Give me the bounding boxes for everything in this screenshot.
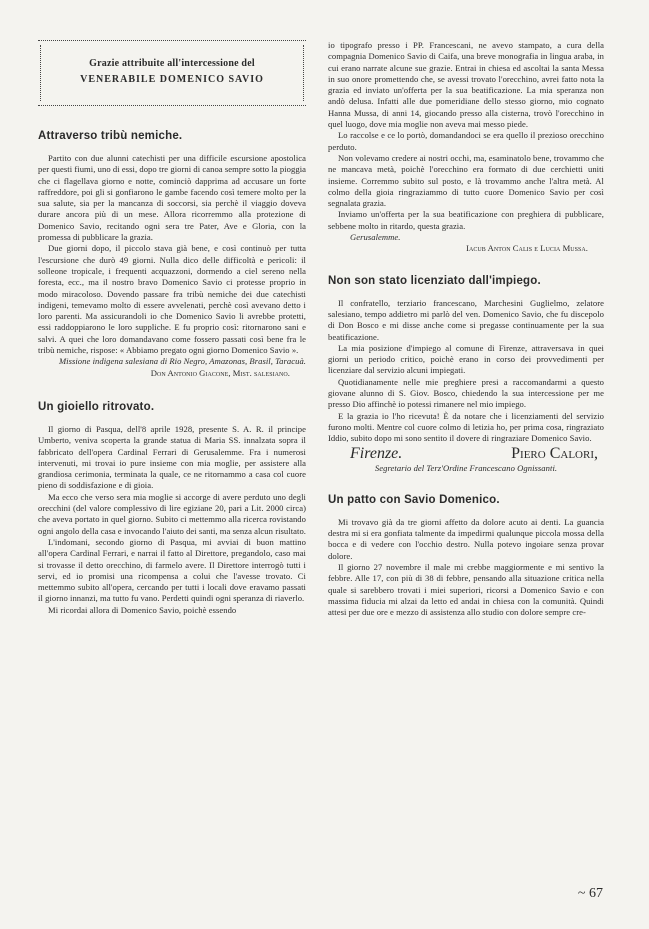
signature-line [328, 445, 604, 463]
paragraph: E la grazia io l'ho ricevuta! È da notare che i licenziamenti del servizio furono molti. Mentre col cuore colmo di letizia ho, per prima cosa, ringraziato Iddio, subito dopo mi sono sentito il dovere di ringraziare Domenico Savio. [328, 410, 604, 444]
section-title: Attraverso tribù nemiche. [38, 130, 183, 142]
paragraph: Due giorni dopo, il piccolo stava già bene, e così continuò per tutta l'escursione che durò 49 giorni. Nulla dico delle difficoltà e pericoli: il solleone tropicale, i frequenti acquazzoni, dormendo a ciel sereno nella foresta, ecc., ma il nostro bravo Domenico Savio ci protesse proprio in modo miracoloso. Dovendo passare fra tribù nemiche dei due catechisti indigeni, temevamo molto di essere avvelenati, perchè così avevano detto i loro parenti. Ma assicurandoli io che Domenico Savio li avrebbe protetti, essi raddoppiarono le loro suppliche. E fu proprio così: ritornarono sani e salvi. A quei che loro domandavano come fossero passati così bene fra le tribù nemiche, rispose: « Abbiamo pregato ogni giorno Domenico Savio ». [38, 243, 306, 356]
signature-place: Gerusalemme. [350, 232, 401, 243]
paragraph: Mi ricordai allora di Domenico Savio, poichè essendo [48, 604, 237, 615]
paragraph: Non volevamo credere ai nostri occhi, ma, esaminatolo bene, trovammo che ne mancava metà, poichè l'orecchino era formato di due cerchietti uniti insieme. Corremmo subito sul posto, e là trovammo anche l'altra metà. Al colmo della gioia ringraziammo di tutto cuore Domenico Savio per così segnalata grazia. [328, 152, 604, 209]
paragraph: Il giorno 27 novembre il male mi crebbe maggiormente e mi sentivo la febbre. Alle 17, con più di 38 di febbre, pensando alla situazione critica nella quale si sarebbero trovati i miei superiori, ricorsi a Domenico Savio e con massima fiducia mi alzai da letto ed andai in chiesa con la comunità. Quindi attesi per due ore e mezzo di assistenza allo studio con dolore sempre cre- [328, 561, 604, 618]
signature-place: Missione indigena salesiana di Rio Negro, Amazonas, Brasil, Taracuà. [58, 356, 306, 367]
paragraph: Quotidianamente nelle mie preghiere presi a raccomandarmi a questo giovane alunno di S. Giov. Bosco, chiedendo la sua intercessione per me presso Dio affinchè io potessi rimanere nel mio impiego. [328, 376, 604, 410]
section-title: Un patto con Savio Domenico. [328, 493, 500, 506]
paragraph: La mia posizione d'impiego al comune di Firenze, attraversava in quei giorni un periodo critico, poichè erano in corso dei provvedimenti per licenziare dal servizio alcuni impiegati. [328, 342, 604, 376]
section-title: Non son stato licenziato dall'impiego. [328, 274, 541, 287]
paragraph: Lo raccolse e ce lo portò, domandandoci se era quello il prezioso orecchino perduto. [328, 130, 604, 152]
right-column [328, 40, 604, 618]
signature-place: Firenze. [350, 444, 403, 462]
paragraph: Mi trovavo già da tre giorni affetto da dolore acuto ai denti. La guancia destra mi si era gonfiata talmente da impedirmi qualunque piccola mossa della bocca e di vedere con l'occhio destro. Nulla potevo ingoiare senza provar dolore. [328, 516, 604, 561]
paragraph: Partito con due alunni catechisti per una difficile escursione apostolica per questi fiumi, uno di essi, dopo tre giorni di canoa sempre sotto la pioggia che ci flagellava giorno e notte, cominciò dapprima ad accusare un forte raffreddore, poi gli si gonfiarono le gambe facendo così temere molto per la sua salute, sia per la mancanza di soccorsi, sia perchè il viaggio doveva durare ancora più di un mese. Allora ricorremmo alla protezione di Domenico Savio, recitando ogni sera tre Pater, Ave e Gloria, con la promessa di pubblicare la grazia. [38, 153, 306, 243]
signature-name: Piero Calori, [511, 444, 598, 462]
paragraph: Inviamo un'offerta per la sua beatificazione con preghiera di pubblicare, sebbene molto in ritardo, questa grazia. [328, 209, 604, 231]
paragraph: Ma ecco che verso sera mia moglie si accorge di avere perduto uno degli orecchini (del valore complessivo di lire egiziane 20, pari a Lit. 2000 circa) che aveva portato in quel giorno. Subito ci mettemmo alla ricerca rovistando ogni angolo della casa e invocando l'aiuto dei santi, ma senza alcun risultato. [38, 491, 307, 536]
paragraph: io tipografo presso i PP. Francescani, ne avevo stampato, a cura della compagnia Domenico Savio di Caifa, una breve monografia in lingua araba, in cui erano narrate alcune sue grazie. Entrai in chiesa ed ascoltai la santa Messa in suo onore promettendo che, se avessi trovato l'orecchino, avrei fatto nota la grazia ed inviato un'offerta per la sua beatificazione. La mia speranza non andò delusa. Infatti alle due pomeridiane dello stesso giorno, mio cognato Hanna Mussa, di anni 14, giocando presso alla cisterna, trovò l'orecchino in quel luogo, dove mia moglie non aveva mai messo piede. [328, 40, 604, 130]
paragraph: Il giorno di Pasqua, dell'8 aprile 1928, presente S. A. R. il principe Umberto, veniva scoperta la grande statua di Maria SS. innalzata sopra il fabbricato dell'opera Cardinal Ferrari di Gerusalemme. Fra i numerosi intervenuti, mi trovai io pure insieme con mia moglie, per assistere alla grandiosa cerimonia, terminata la quale, ce ne ritornammo a casa col cuore pieno di soddisfazione e di gioia. [38, 423, 306, 491]
spacer [38, 379, 306, 401]
signature-role: Segretario del Terz'Ordine Francescano Ognissanti. [374, 462, 558, 473]
header-box [38, 40, 306, 106]
paragraph: L'indomani, secondo giorno di Pasqua, mi avviai di buon mattino all'opera Cardinal Ferrari, e narrai il fatto al Direttore, pregandolo, caso mai si trovasse il detto orecchino, di farmelo avere. Il Direttore interrogò tutti i servi, ed io promisi una ricompensa a colui che l'avesse trovato. Ci mettemmo subito all'opera, cercando per tutti i locali dove eravamo passati il giorno innanzi, ma tutto fu vano. Perdetti quindi ogni speranza di riaverlo. [38, 536, 306, 604]
section-title: Un gioiello ritrovato. [38, 400, 155, 413]
paragraph: Il confratello, terziario francescano, Marchesini Guglielmo, zelatore salesiano, tempo addietro mi parlò del ven. Domenico Savio, che fu discepolo di Don Bosco e mi disse anche come si pregasse continuamente per la sua beatificazione. [328, 297, 604, 342]
signature-name: Iacub Anton Calis e Lucia Mussa. [466, 243, 588, 254]
header-box-line2: VENERABILE DOMENICO SAVIO [80, 74, 264, 85]
signature-name: Don Antonio Giacone, Mist. salesiano. [150, 367, 290, 378]
spacer [328, 474, 604, 494]
spacer [328, 255, 604, 275]
left-column [38, 40, 306, 616]
header-box-line1: Grazie attribuite all'intercessione del [89, 58, 255, 69]
page-number: ~ 67 [577, 886, 603, 901]
